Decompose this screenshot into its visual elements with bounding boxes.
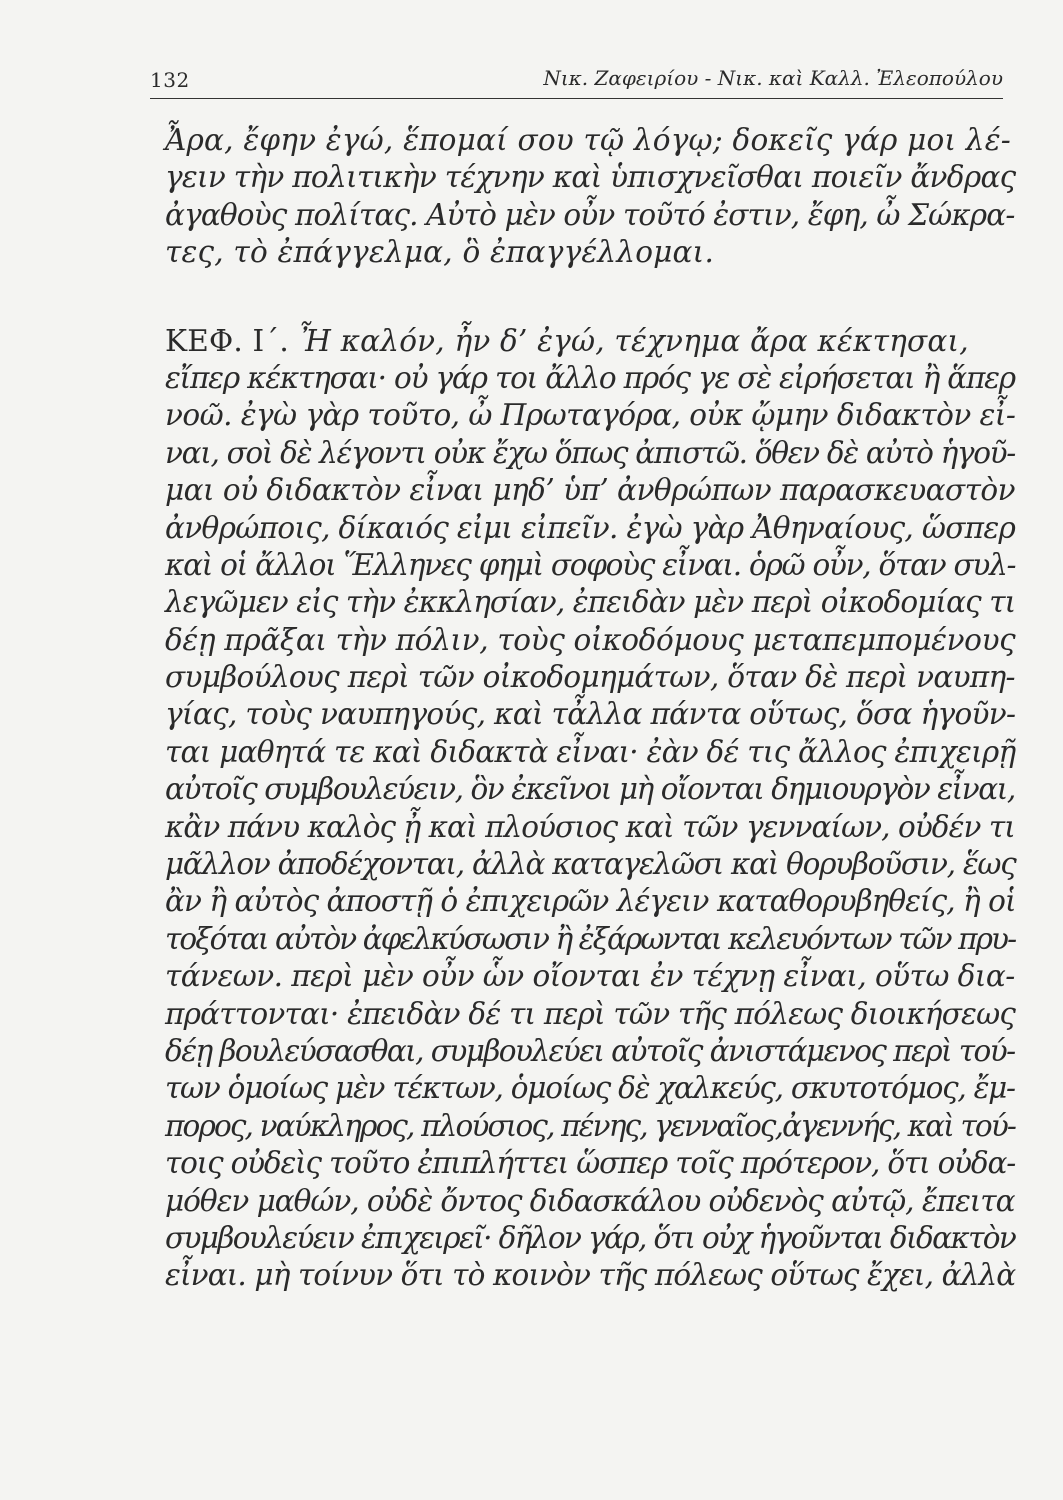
text-line: γειν τὴν πολιτικὴν τέχνην καὶ ὑπισχνεῖσθαι ποιεῖν ἄνδρας [165, 160, 1016, 195]
text-line: ται μαθητά τε καὶ διδακτὰ εἶναι· ἐὰν δέ τις ἄλλος ἐπιχειρῇ [165, 734, 1016, 769]
chapter-opening-text: Ἦ καλόν, ἦν δ’ ἐγώ, τέχνημα ἄρα κέκτησαι, [298, 323, 969, 358]
text-line: τες, τὸ ἐπάγγελμα, ὃ ἐπαγγέλλομαι. [165, 235, 715, 270]
text-line: συμβουλεύειν ἐπιχειρεῖ· δῆλον γάρ, ὅτι οὐχ ἡγοῦνται διδακτὸν [165, 1220, 1016, 1255]
text-line: των ὁμοίως μὲν τέκτων, ὁμοίως δὲ χαλκεύς, σκυτοτόμος, ἔμ- [165, 1071, 1015, 1106]
text-line: αὐτοῖς συμβουλεύειν, ὃν ἐκεῖνοι μὴ οἴονται δημιουργὸν εἶναι, [165, 772, 1015, 807]
chapter-first-line [165, 323, 1015, 360]
text-line: πορος, ναύκληρος, πλούσιος, πένης, γενναῖος,ἀγεννής, καὶ τού- [165, 1108, 1016, 1143]
text-line: μαι οὐ διδακτὸν εἶναι μηδ’ ὑπ’ ἀνθρώπων παρασκευαστὸν [165, 473, 1016, 508]
text-line: καὶ οἱ ἄλλοι Ἕλληνες φημὶ σοφοὺς εἶναι. ὁρῶ οὖν, ὅταν συλ- [165, 547, 1016, 582]
text-line: τοξόται αὐτὸν ἀφελκύσωσιν ἢ ἐξάρωνται κελευόντων τῶν πρυ- [165, 921, 1016, 956]
text-line: πράττονται· ἐπειδὰν δέ τι περὶ τῶν τῆς πόλεως διοικήσεως [165, 996, 1016, 1031]
body-text [165, 122, 1015, 1295]
page-number: 132 [150, 68, 190, 92]
text-line: τοις οὐδεὶς τοῦτο ἐπιπλήττει ὥσπερ τοῖς πρότερον, ὅτι οὐδα- [165, 1146, 1015, 1181]
text-line: κἂν πάνυ καλὸς ᾖ καὶ πλούσιος καὶ τῶν γενναίων, οὐδέν τι [165, 809, 1015, 844]
text-line: ναι, σοὶ δὲ λέγοντι οὐκ ἔχω ὅπως ἀπιστῶ. ὅθεν δὲ αὐτὸ ἡγοῦ- [165, 435, 1015, 470]
text-line: Ἆρα, ἔφην ἐγώ, ἕπομαί σου τῷ λόγῳ; δοκεῖς γάρ μοι λέ- [165, 123, 1011, 157]
text-line: ἂν ἢ αὐτὸς ἀποστῇ ὁ ἐπιχειρῶν λέγειν καταθορυβηθείς, ἢ οἱ [165, 884, 1016, 919]
text-line: δέῃ πρᾶξαι τὴν πόλιν, τοὺς οἰκοδόμους μεταπεμπομένους [165, 622, 1016, 657]
paragraph-gap [165, 272, 1015, 323]
text-line: ἀνθρώποις, δίκαιός εἰμι εἰπεῖν. ἐγὼ γὰρ Ἀθηναίους, ὥσπερ [165, 510, 1016, 545]
text-line: γίας, τοὺς ναυπηγούς, καὶ τἆλλα πάντα οὕτως, ὅσα ἡγοῦν- [165, 697, 1016, 732]
text-line: μᾶλλον ἀποδέχονται, ἀλλὰ καταγελῶσι καὶ θορυβοῦσιν, ἕως [165, 847, 1016, 882]
text-line: νοῶ. ἐγὼ γὰρ τοῦτο, ὦ Πρωταγόρα, οὐκ ᾤμην διδακτὸν εἶ- [165, 398, 1016, 433]
text-line: εἶναι. μὴ τοίνυν ὅτι τὸ κοινὸν τῆς πόλεως οὕτως ἔχει, ἀλλὰ [165, 1258, 1016, 1293]
text-line: τάνεων. περὶ μὲν οὖν ὧν οἴονται ἐν τέχνῃ εἶναι, οὕτω δια- [165, 959, 1015, 994]
chapter-label: ΚΕΦ. Ι΄. [165, 323, 289, 358]
running-title: Νικ. Ζαφειρίου - Νικ. καὶ Καλλ. Ἐλεοπούλου [543, 66, 1003, 90]
text-line: μόθεν μαθών, οὐδὲ ὄντος διδασκάλου οὐδενὸς αὐτῷ, ἔπειτα [165, 1183, 1015, 1218]
text-line: λεγῶμεν εἰς τὴν ἐκκλησίαν, ἐπειδὰν μὲν περὶ οἰκοδομίας τι [165, 585, 1016, 620]
text-line: δέῃ βουλεύσασθαι, συμβουλεύει αὐτοῖς ἀνιστάμενος περὶ τού- [165, 1033, 1015, 1068]
text-line: συμβούλους περὶ τῶν οἰκοδομημάτων, ὅταν δὲ περὶ ναυπη- [165, 660, 1015, 695]
text-line: ἀγαθοὺς πολίτας. Αὐτὸ μὲν οὖν τοῦτό ἐστιν, ἔφη, ὦ Σώκρα- [165, 197, 1015, 232]
running-head [150, 58, 1003, 99]
text-line: εἴπερ κέκτησαι· οὐ γάρ τοι ἄλλο πρός γε σὲ εἰρήσεται ἢ ἅπερ [165, 360, 1015, 395]
